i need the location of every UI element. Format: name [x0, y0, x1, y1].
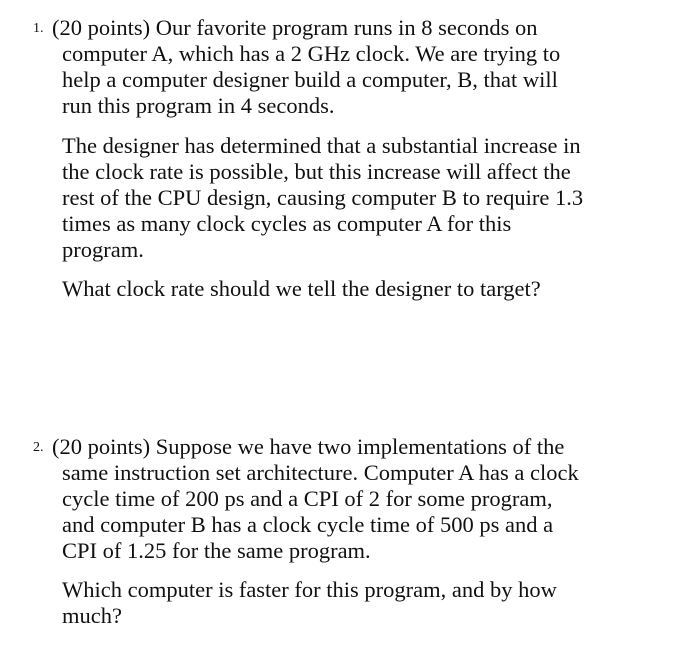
text-line: times as many clock cycles as computer A for this [62, 211, 512, 236]
text-line: much? [62, 603, 122, 628]
text-line: (20 points) Our favorite program runs in 8 seconds on [52, 15, 538, 40]
problem-statement [52, 434, 622, 564]
problem-details [62, 133, 622, 263]
text-line: program. [62, 237, 144, 262]
text-line: What clock rate should we tell the designer to target? [62, 276, 541, 301]
problem-statement [52, 15, 622, 119]
text-line: The designer has determined that a substantial increase in [62, 133, 581, 158]
text-line: CPI of 1.25 for the same program. [62, 538, 371, 563]
problem-question [62, 276, 622, 302]
text-line: (20 points) Suppose we have two implementations of the [52, 434, 565, 459]
text-line: cycle time of 200 ps and a CPI of 2 for some program, [62, 486, 553, 511]
text-line: help a computer designer build a computer, B, that will [62, 67, 558, 92]
text-line: Which computer is faster for this program, and by how [62, 577, 557, 602]
problem-question [62, 577, 622, 629]
problem-number: 2. [33, 440, 44, 455]
text-line: rest of the CPU design, causing computer B to require 1.3 [62, 185, 584, 210]
text-line: run this program in 4 seconds. [62, 93, 335, 118]
problem-number: 1. [33, 21, 44, 36]
text-line: and computer B has a clock cycle time of 500 ps and a [62, 512, 554, 537]
text-line: computer A, which has a 2 GHz clock. We are trying to [62, 41, 561, 66]
text-line: the clock rate is possible, but this increase will affect the [62, 159, 571, 184]
text-line: same instruction set architecture. Computer A has a clock [62, 460, 579, 485]
